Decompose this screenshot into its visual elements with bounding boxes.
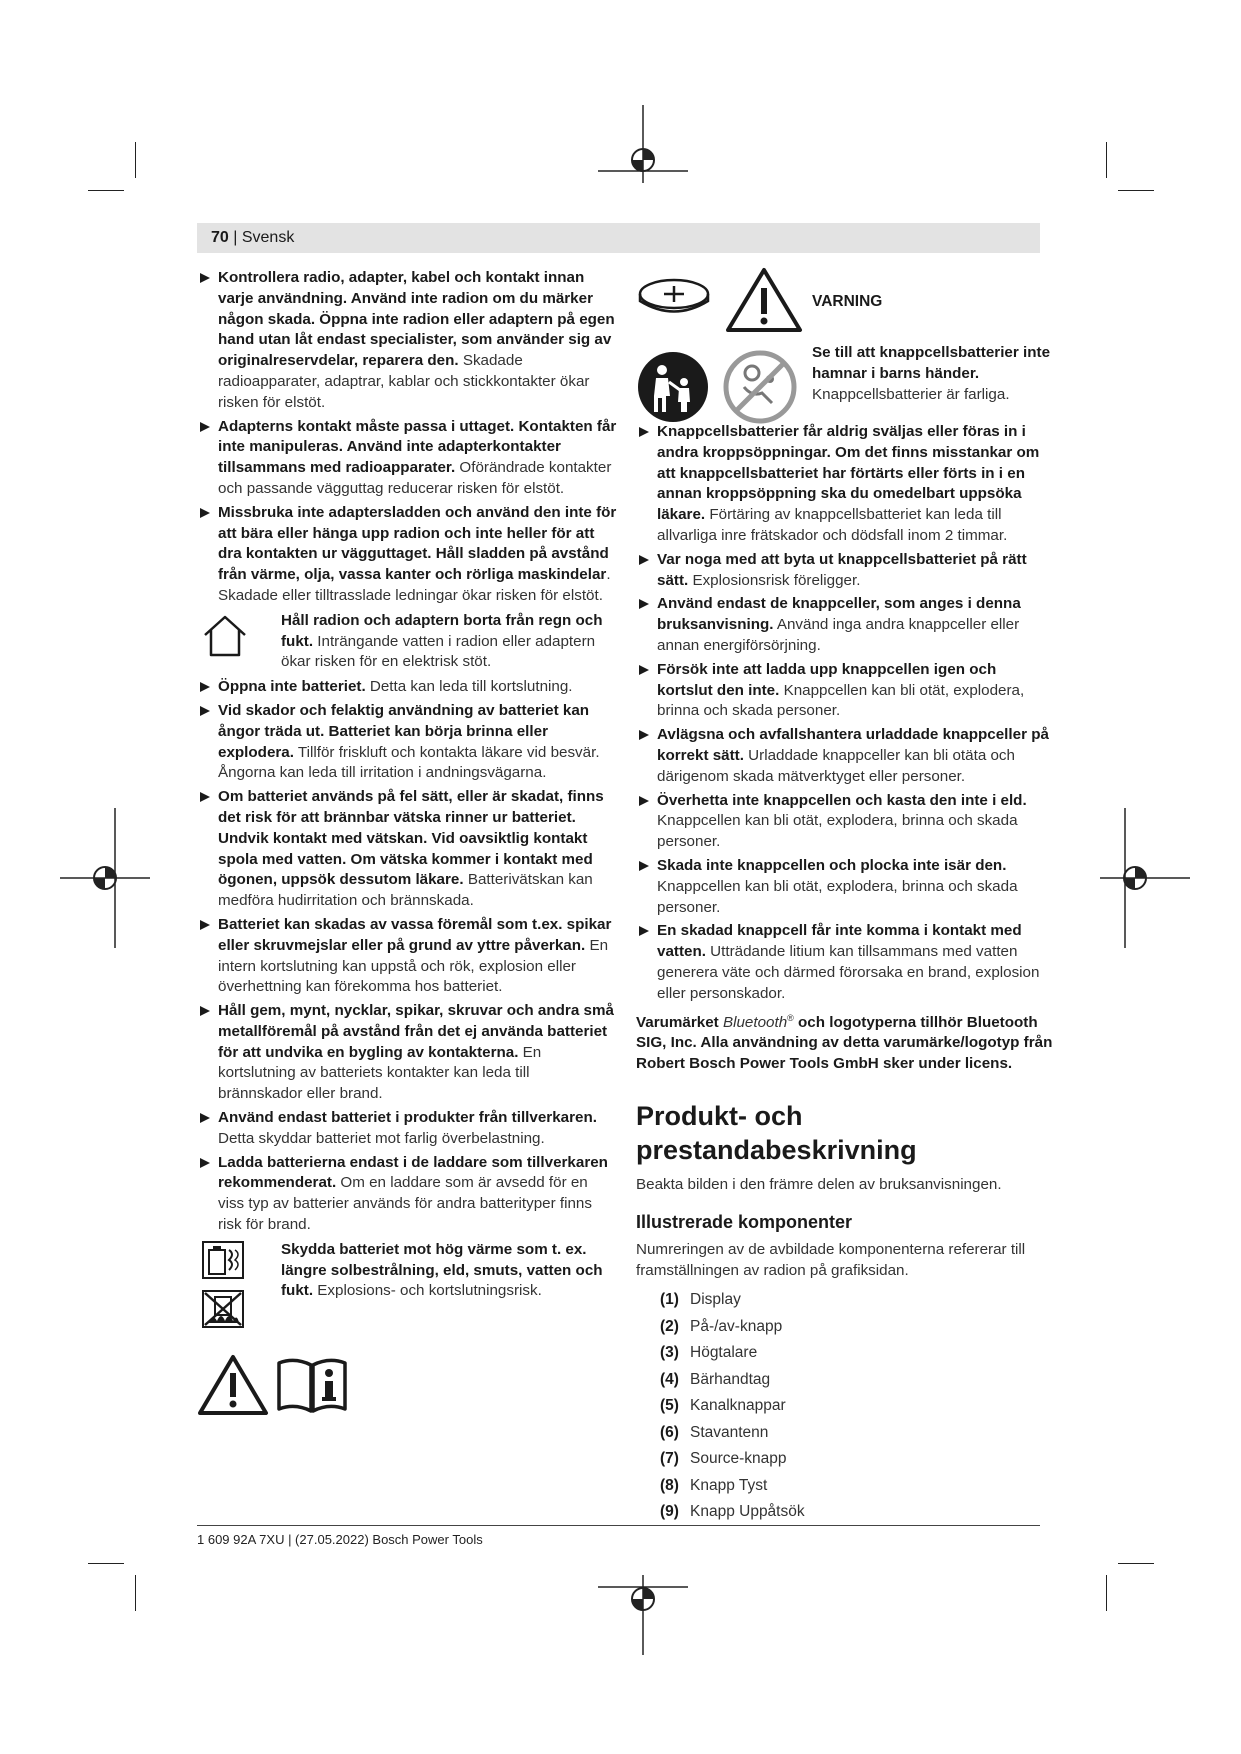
list-item: Batteriet kan skadas av vassa föremål som t.ex. spikar eller skruvmejslar eller på grund av yttre påverkan. En intern kortslutning kan uppstå och rök, explosion eller överhettning kan förekomma hos batteriet.: [197, 915, 617, 998]
list-item: Håll gem, mynt, nycklar, spikar, skruvar och andra små metallföremål på avstånd från det ej använda batteriet för att undvika en bygling av kontakterna. En kortslutning av batteriets kontakter kan leda till brännskador eller brand.: [197, 1001, 617, 1105]
list-item: (6) Stavantenn: [660, 1423, 769, 1441]
right-column: [636, 268, 1054, 1526]
list-item: Försök inte att ladda upp knappcellen igen och kortslut den inte. Knappcellen kan bli otät, explodera, brinna och skada personer.: [636, 660, 1054, 722]
list-item: Ladda batterierna endast i de laddare som tillverkaren rekommenderat. Om en laddare som är avsedd för en viss typ av batterier används för andra batterityper finns risk för brand.: [197, 1153, 617, 1236]
list-item: En skadad knappcell får inte komma i kontakt med vatten. Utträdande litium kan tillsammans med vatten generera väte och därmed förorsaka en brand, explosion eller personskador.: [636, 921, 1054, 1004]
subsection-text: Numreringen av de avbildade komponenterna refererar till framställningen av radion på grafiksidan.: [636, 1240, 1026, 1279]
list-item: (9) Knapp Uppåtsök: [660, 1503, 805, 1521]
list-item: Kontrollera radio, adapter, kabel och kontakt innan varje användning. Använd inte radion om du märker någon skada. Öppna inte radion eller adaptern på egen hand utan låt endast specialister, som använder sig av originalreservdelar, reparera den. Skadade radioapparater, adaptrar, kablar och stickkontakter ökar risken för elstöt.: [197, 268, 617, 414]
list-item: Avlägsna och avfallshantera urladdade knappceller på korrekt sätt. Urladdade knappceller kan bli otäta och därigenom skada mätverktyget eller personer.: [636, 725, 1054, 787]
header-separator: |: [228, 229, 242, 246]
button-cell-warning: [636, 268, 1054, 418]
crop-mark: [88, 1563, 124, 1564]
list-item: (2) På-/av-knapp: [660, 1317, 783, 1335]
manual-icon: [275, 1353, 349, 1417]
battery-fire-icon: [201, 1289, 245, 1329]
crop-mark: [1118, 190, 1154, 191]
section-text: Beakta bilden i den främre delen av bruksanvisningen.: [636, 1175, 1002, 1193]
coin-cell-icon: [636, 274, 712, 320]
list-item: (8) Knapp Tyst: [660, 1476, 768, 1494]
registration-mark-icon: [1090, 808, 1190, 948]
footer-divider: [197, 1525, 1040, 1526]
crop-mark: [1106, 1575, 1107, 1611]
warning-triangle-icon: [197, 1353, 269, 1417]
warning-triangle-icon: [724, 266, 804, 334]
header-language: Svensk: [241, 229, 295, 246]
list-item: (5) Kanalknappar: [660, 1397, 786, 1415]
component-list: [636, 1287, 1054, 1526]
registration-mark-icon: [598, 1575, 688, 1655]
registration-mark-icon: [598, 105, 688, 205]
list-item: Adapterns kontakt måste passa i uttaget. Kontakten får inte manipuleras. Använd inte adapterkontakter tillsammans med radioapparater. Oförändrade kontakter och passande vägguttag reducerar risken för elstöt.: [197, 417, 617, 500]
registration-mark-icon: [60, 808, 150, 948]
page-header: [197, 223, 1040, 253]
warning-text: Se till att knappcellsbatterier inte hamnar i barns händer. Knappcellsbatterier är farliga.: [812, 344, 1051, 403]
crop-mark: [1118, 1563, 1154, 1564]
rain-note: Håll radion och adaptern borta från regn och fukt. Inträngande vatten i radion eller adaptern ökar risken för en elektrisk stöt.: [197, 611, 617, 673]
list-item: Var noga med att byta ut knappcellsbatteriet på rätt sätt. Explosionsrisk föreligger.: [636, 550, 1054, 592]
list-item: Skada inte knappcellen och plocka inte isär den. Knappcellen kan bli otät, explodera, brinna och skada personer.: [636, 856, 1054, 918]
house-icon: [201, 613, 249, 659]
list-item: Knappcellsbatterier får aldrig sväljas eller föras in i andra kroppsöppningar. Om det finns misstankar om att knappcellsbatteriet har förtärts eller förts in i en annan kroppsöppning ska du omedelbart uppsöka läkare. Förtäring av knappcellsbatteriet kan leda till allvarliga inre frätskador och dödsfall inom 2 timmar.: [636, 422, 1054, 547]
list-item: Använd endast batteriet i produkter från tillverkaren. Detta skyddar batteriet mot farlig överbelastning.: [197, 1108, 617, 1150]
crop-mark: [135, 1575, 136, 1611]
page-number: 70: [211, 229, 229, 246]
list-item: Om batteriet används på fel sätt, eller är skadat, finns det risk för att brännbar vätska rinner ur batteriet. Undvik kontakt med vätskan. Vid oavsiktlig kontakt spola med vatten. Om vätska kommer i kontakt med ögonen, uppsök dessutom läkare. Batterivätskan kan medföra hudirritation och brännskada.: [197, 787, 617, 912]
list-item: Vid skador och felaktig användning av batteriet kan ångor träda ut. Batteriet kan börja brinna eller explodera. Tillför friskluft och kontakta läkare vid besvär. Ångorna kan leda till irritation i andningsvägarna.: [197, 701, 617, 784]
heat-note: Skydda batteriet mot hög värme som t. ex. längre solbestrålning, eld, smuts, vatten och fukt. Explosions- och kortslutningsrisk.: [197, 1240, 617, 1336]
trademark-note: Varumärket Bluetooth® och logotyperna tillhör Bluetooth SIG, Inc. Alla användning av detta varumärke/logotyp från Robert Bosch Power Tools GmbH sker under licens.: [636, 1012, 1053, 1073]
list-item: Missbruka inte adaptersladden och använd den inte för att bära eller hänga upp radion och inte heller för att dra kontakten ur vägguttaget. Håll sladden på avstånd från värme, olja, vassa kanter och rörliga maskindelar. Skadade eller tilltrasslade ledningar ökar risken för elstöt.: [197, 503, 617, 607]
crop-mark: [135, 142, 136, 178]
battery-heat-icon: [201, 1240, 245, 1280]
crop-mark: [88, 190, 124, 191]
subsection-title: Illustrerade komponenter: [636, 1211, 853, 1232]
list-item: (7) Source-knapp: [660, 1450, 787, 1468]
list-item: (3) Högtalare: [660, 1344, 758, 1362]
list-item: Öppna inte batteriet. Detta kan leda till kortslutning.: [197, 677, 617, 698]
crop-mark: [1106, 142, 1107, 178]
warning-icons-bottom: [197, 1353, 617, 1424]
left-column: [197, 268, 617, 1424]
list-item: Använd endast de knappceller, som anges i denna bruksanvisning. Använd inga andra knappceller eller annan energiförsörjning.: [636, 594, 1054, 656]
warning-label: VARNING: [812, 293, 883, 310]
child-with-battery-icon: [636, 350, 710, 424]
no-swallow-icon: [722, 349, 798, 425]
page-footer: 1 609 92A 7XU | (27.05.2022) Bosch Power Tools: [197, 1532, 483, 1547]
list-item: (1) Display: [660, 1291, 741, 1309]
list-item: (4) Bärhandtag: [660, 1370, 771, 1388]
list-item: Överhetta inte knappcellen och kasta den inte i eld. Knappcellen kan bli otät, explodera, brinna och skada personer.: [636, 791, 1054, 853]
section-title: Produkt- och prestandabeskrivning: [636, 1100, 917, 1165]
